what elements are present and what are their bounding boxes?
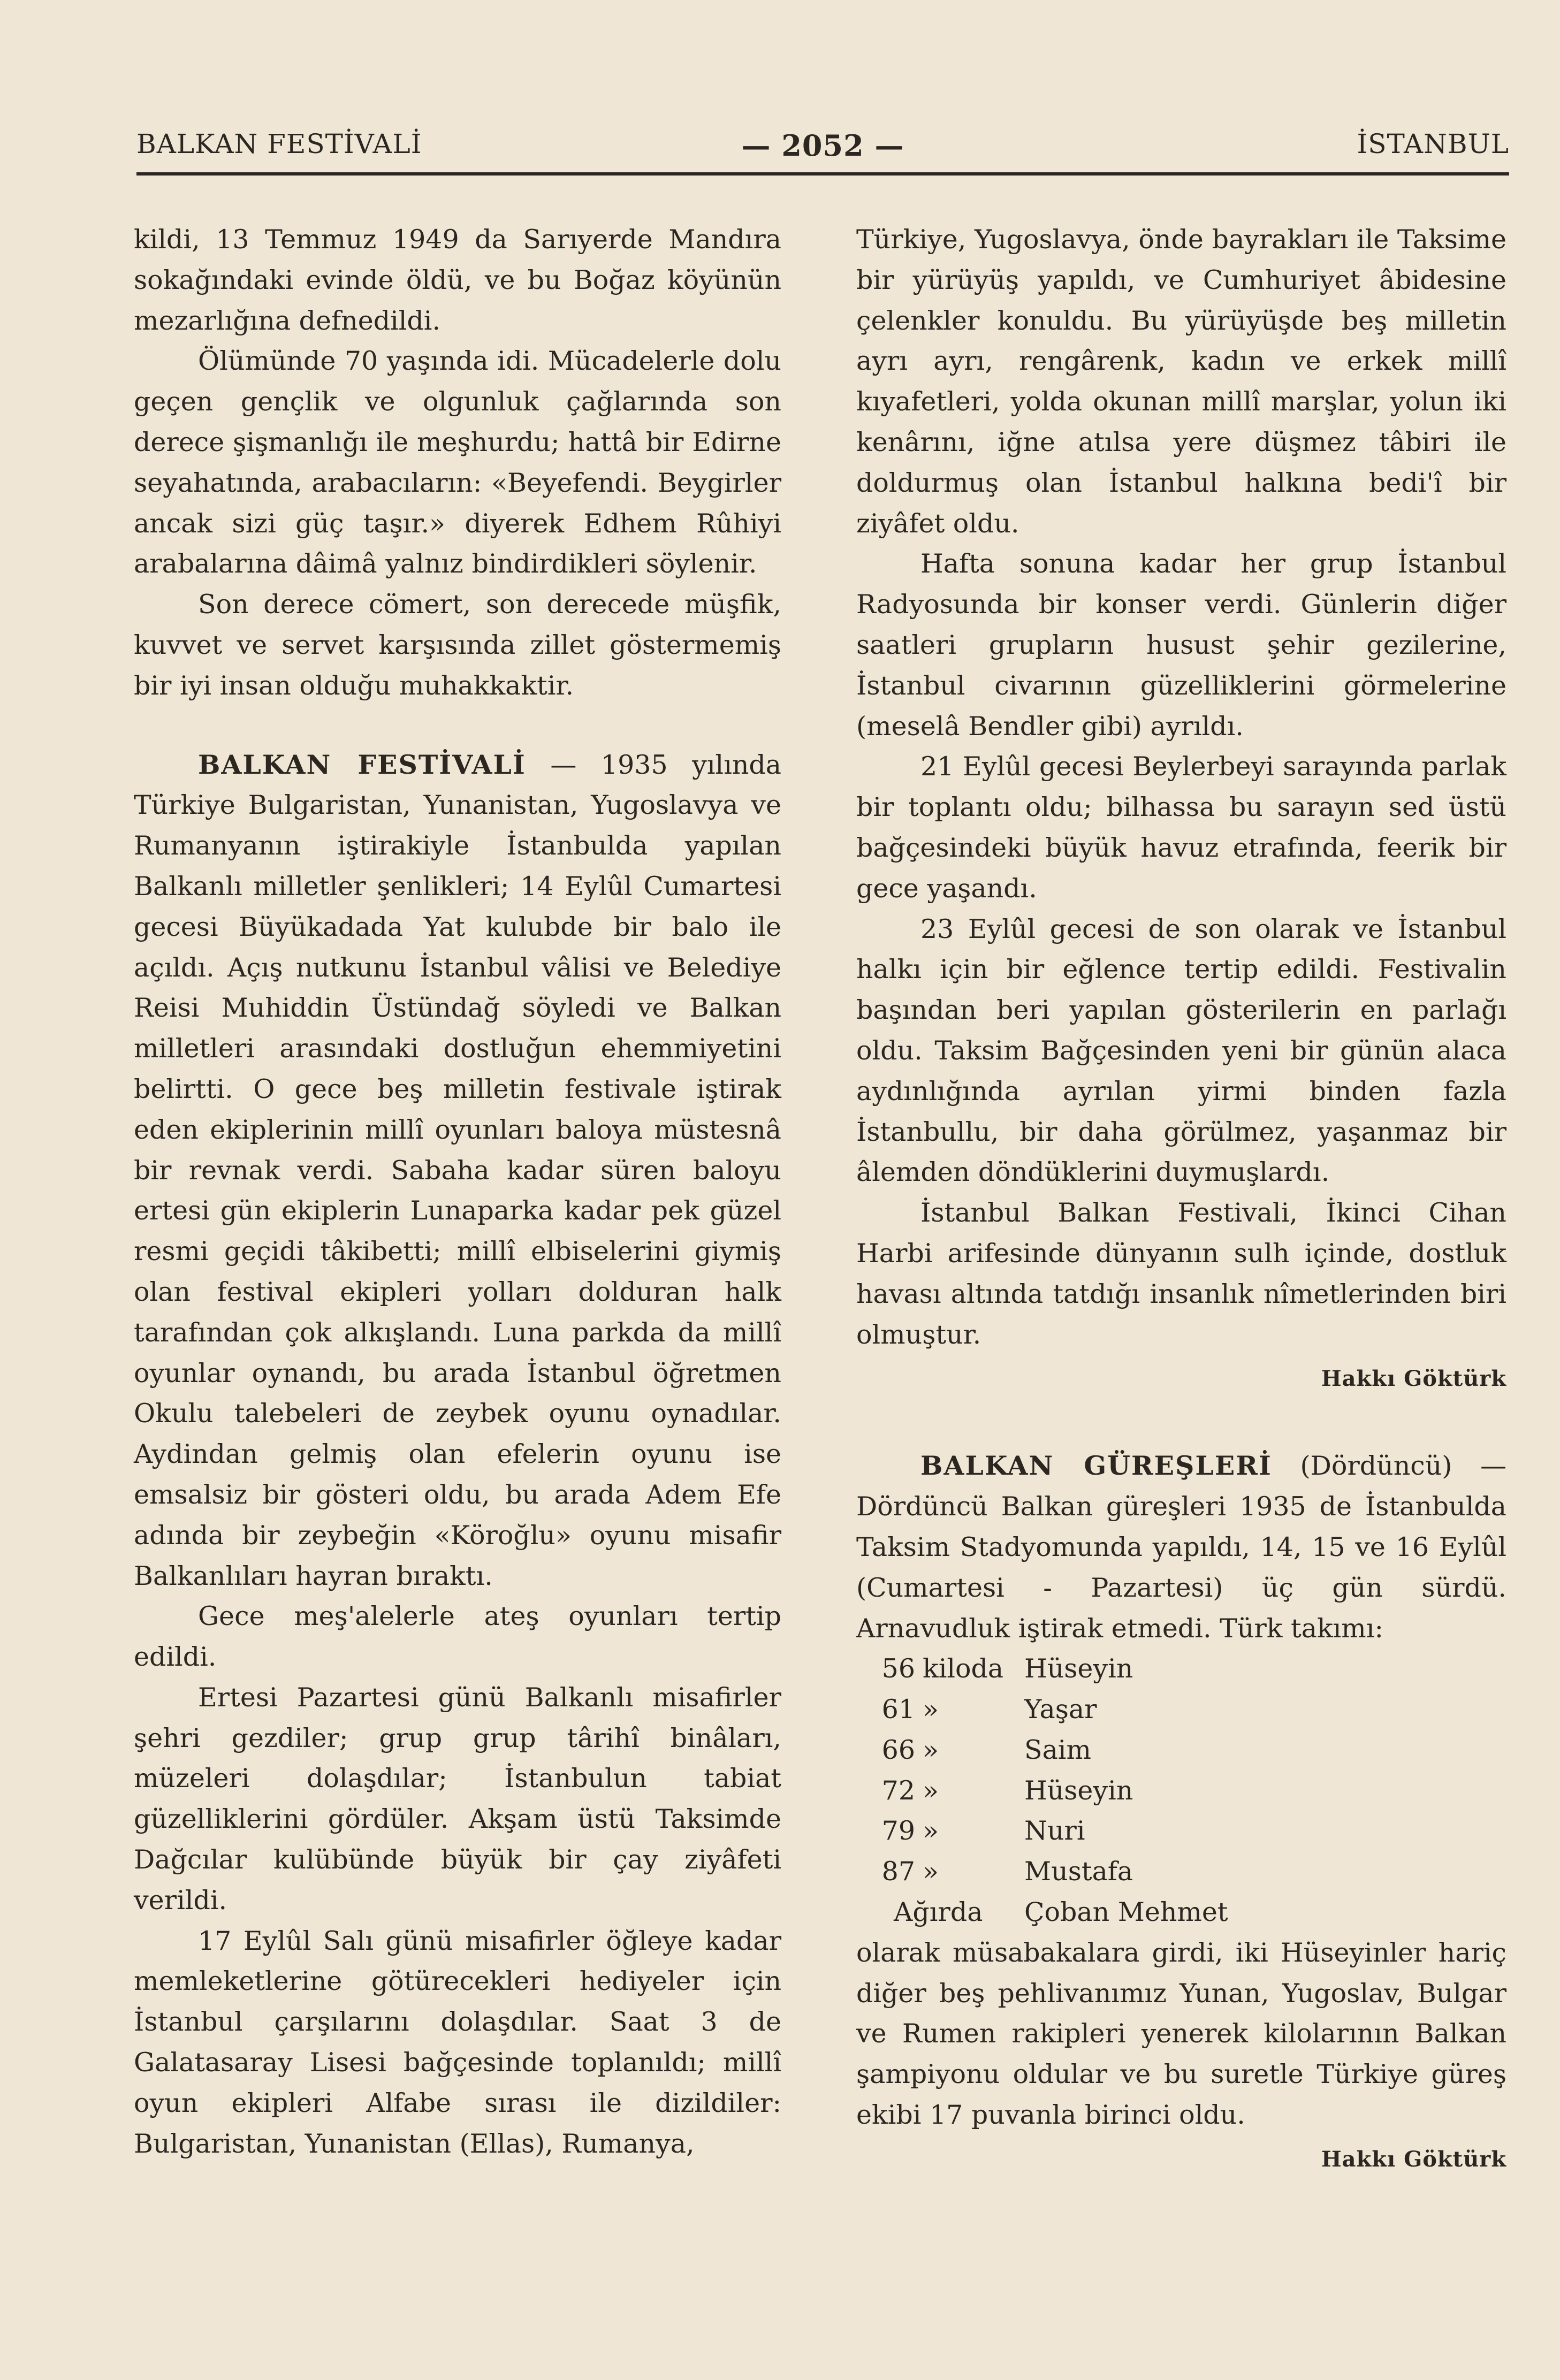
wrestler-name: Hüseyin (1024, 1775, 1133, 1806)
wrestler-row (856, 1730, 1506, 1771)
author-signature: Hakkı Göktürk (1321, 2146, 1506, 2172)
header-city: İSTANBUL (1357, 128, 1509, 159)
entry-title: BALKAN GÜREŞLERİ (920, 1450, 1272, 1482)
page-number: — 2052 — (741, 128, 904, 163)
wrestler-list (856, 1649, 1506, 1933)
weight-class: 87 (881, 1856, 915, 1887)
wrestler-row (856, 1851, 1506, 1892)
wrestler-name: Çoban Mehmet (1024, 1897, 1228, 1928)
header-section-title: BALKAN FESTİVALİ (136, 128, 422, 159)
right-column (856, 219, 1506, 2184)
weight-unit: » (923, 1734, 939, 1765)
paragraph: Ertesi Pazartesi günü Balkanlı misafirler şehri gezdiler; grup grup târihî binâları, müzeleri dolaşdılar; İstanbulun tabiat güzelliklerini gördüler. Akşam üstü Taksimde Dağcılar kulübünde büyük bir çay ziyâfeti verildi. (134, 1682, 781, 1916)
weight-unit: » (923, 1694, 939, 1725)
entry-title: BALKAN FESTİVALİ (198, 749, 526, 780)
running-header (136, 128, 1509, 177)
weight-class-label: Ağırda (894, 1897, 983, 1928)
header-rule (136, 172, 1509, 176)
wrestler-row-heavyweight (856, 1892, 1506, 1933)
author-signature: Hakkı Göktürk (1321, 1366, 1506, 1392)
left-column (134, 219, 781, 2164)
paragraph: olarak müsabakalara girdi, iki Hüseyinler hariç diğer beş pehlivanımız Yunan, Yugoslav, Bulgar ve Rumen rakipleri yenerek kilolarının Balkan şampiyonu oldular ve bu suretle Türkiye güreş ekibi 17 puvanla birinci oldu. (856, 1937, 1506, 2131)
weight-class: 56 (881, 1653, 915, 1684)
wrestler-name: Nuri (1024, 1815, 1085, 1847)
paragraph: 21 Eylûl gecesi Beylerbeyi sarayında parlak bir toplantı oldu; bilhassa bu sarayın sed üstü bağçesindeki büyük havuz etrafında, feerik bir gece yaşandı. (856, 751, 1506, 904)
paragraph: kildi, 13 Temmuz 1949 da Sarıyerde Mandıra sokağındaki evinde öldü, ve bu Boğaz köyünün mezarlığına defnedildi. (134, 224, 781, 336)
wrestler-row (856, 1689, 1506, 1730)
entry-balkan-guresleri (856, 1446, 1506, 1649)
wrestler-row (856, 1771, 1506, 1811)
wrestler-name: Saim (1024, 1734, 1091, 1765)
paragraph: 17 Eylûl Salı günü misafirler öğleye kadar memleketlerine götürecekleri hediyeler için İstanbul çarşılarını dolaşdılar. Saat 3 de Galatasaray Lisesi bağçesinde toplanıldı; millî oyun ekipleri Alfabe sırası ile dizildiler: Bulgaristan, Yunanistan (Ellas), Rumanya, (134, 1925, 781, 2159)
spacer (134, 706, 781, 745)
weight-unit: » (923, 1815, 939, 1847)
paragraph: Hafta sonuna kadar her grup İstanbul Radyosunda bir konser verdi. Günlerin diğer saatleri grupların husust şehir gezilerine, İstanbul civarının güzelliklerini görmelerine (meselâ Bendler gibi) ayrıldı. (856, 548, 1506, 742)
weight-unit: kiloda (923, 1653, 1004, 1684)
weight-class: 72 (881, 1775, 915, 1806)
weight-class: 61 (881, 1694, 915, 1725)
wrestler-row (856, 1649, 1506, 1689)
wrestler-name: Yaşar (1024, 1694, 1097, 1725)
paragraph: İstanbul Balkan Festivali, İkinci Cihan Harbi arifesinde dünyanın sulh içinde, dostluk havası altında tatdığı insanlık nîmetlerinden biri olmuştur. (856, 1197, 1506, 1350)
entry-balkan-festivali (134, 745, 781, 1597)
spacer (856, 1403, 1506, 1446)
weight-class: 79 (881, 1815, 915, 1847)
paragraph: 23 Eylûl gecesi de son olarak ve İstanbul halkı için bir eğlence tertip edildi. Festivalin başından beri yapılan gösterilerin en parlağı oldu. Taksim Bağçesinden yeni bir günün alaca aydınlığında ayrılan yirmi binden fazla İstanbullu, bir daha görülmez, yaşanmaz bir âlemden döndüklerini duymuşlardı. (856, 913, 1506, 1188)
wrestler-row (856, 1811, 1506, 1851)
weight-class: 66 (881, 1734, 915, 1765)
weight-unit: » (923, 1775, 939, 1806)
entry-text: (Dördüncü) — Dördüncü Balkan güreşleri 1935 de İstanbulda Taksim Stadyomunda yapıldı, 14, 15 ve 16 Eylûl (Cumartesi - Pazartesi) üç gün sürdü. Arnavudluk iştirak etmedi. Türk takımı: (856, 1451, 1506, 1644)
paragraph: Türkiye, Yugoslavya, önde bayrakları ile Taksime bir yürüyüş yapıldı, ve Cumhuriyet âbidesine çelenkler konuldu. Bu yürüyüşde beş milletin ayrı ayrı, rengârenk, kadın ve erkek millî kıyafetleri, yolda okunan millî marşlar, yolun iki kenârını, iğne atılsa yere düşmez tâbiri ile doldurmuş olan İstanbul halkına bedi'î bir ziyâfet oldu. (856, 224, 1506, 539)
paragraph: Ölümünde 70 yaşında idi. Mücadelerle dolu geçen gençlik ve olgunluk çağlarında son derece şişmanlığı ile meşhurdu; hattâ bir Edirne seyahatında, arabacıların: «Beyefendi. Beygirler ancak sizi güç taşır.» diyerek Edhem Rûhiyi arabalarına dâimâ yalnız bindirdikleri söylenir. (134, 346, 781, 579)
entry-text: — 1935 yılında Türkiye Bulgaristan, Yunanistan, Yugoslavya ve Rumanyanın iştirakiyle İstanbulda yapılan Balkanlı milletler şenlikleri; 14 Eylûl Cumartesi gecesi Büyükadada Yat kulubde bir balo ile açıldı. Açış nutkunu İstanbul vâlisi ve Belediye Reisi Muhiddin Üstündağ söyledi ve Balkan milletleri arasındaki dostluğun ehemmiyetini belirtti. O gece beş milletin festivale iştirak eden ekiplerinin millî oyunları baloya müstesnâ bir revnak verdi. Sabaha kadar süren baloyu ertesi gün ekiplerin Lunaparka kadar pek güzel resmi geçidi tâkibetti; millî elbiselerini giymiş olan festival ekipleri yolları dolduran halk tarafından çok alkışlandı. Luna parkda da millî oyunlar oynandı, bu arada İstanbul öğretmen Okulu talebeleri de zeybek oyunu oynadılar. Aydindan gelmiş olan efelerin oyunu ise emsalsiz bir gösteri oldu, bu arada Adem Efe adında bir zeybeğin «Köroğlu» oyunu misafir Balkanlıları hayran bıraktı. (134, 749, 782, 1591)
wrestler-name: Hüseyin (1024, 1653, 1133, 1684)
paragraph: Gece meş'alelerle ateş oyunları tertip edildi. (134, 1601, 781, 1673)
weight-unit: » (923, 1856, 939, 1887)
paragraph: Son derece cömert, son derecede müşfik, kuvvet ve servet karşısında zillet göstermemiş bir iyi insan olduğu muhakkaktir. (134, 589, 781, 701)
wrestler-name: Mustafa (1024, 1856, 1133, 1887)
